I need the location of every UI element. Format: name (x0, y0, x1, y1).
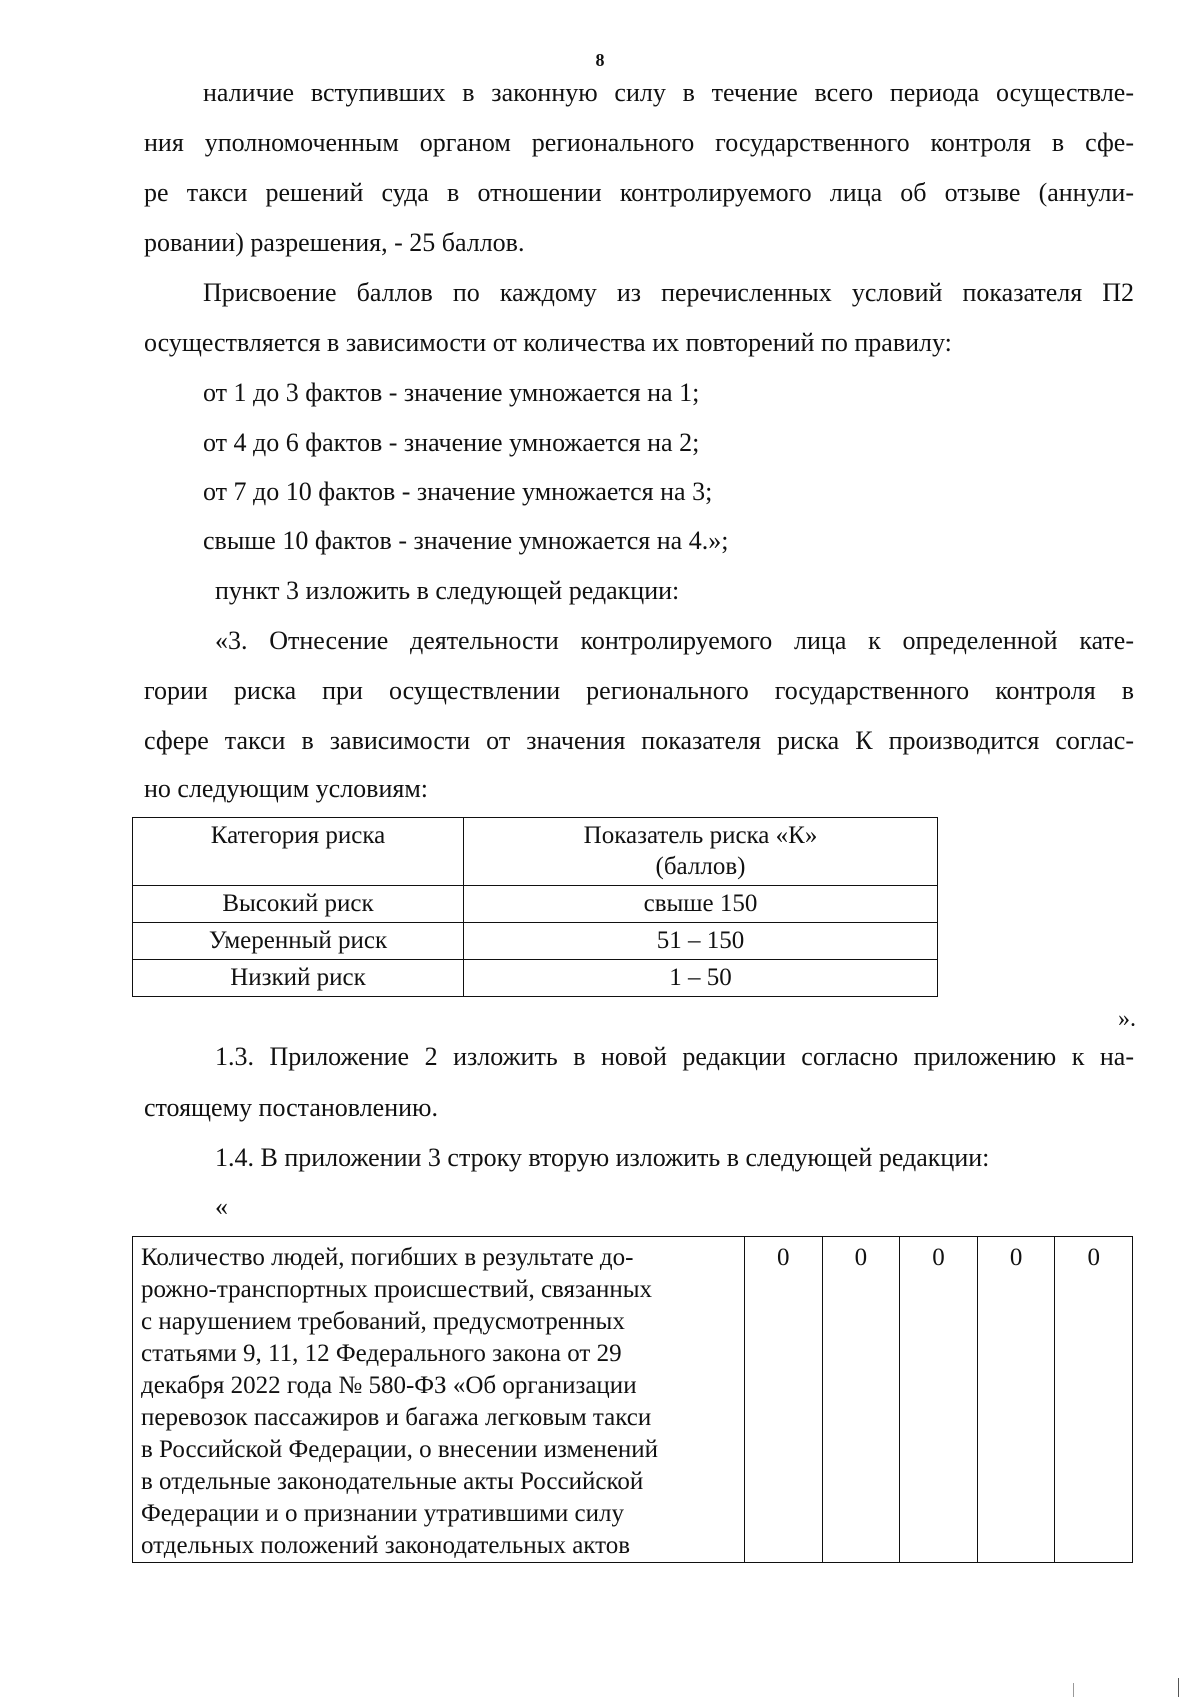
description-line: Федерации и о признании утратившими силу (141, 1500, 625, 1527)
header-category: Категория риска (133, 818, 464, 886)
description-line: декабря 2022 года № 580-ФЗ «Об организации (141, 1372, 637, 1399)
paragraph-line: пункт 3 изложить в следующей редакции: (215, 576, 680, 605)
description-line: в Российской Федерации, о внесении изменений (141, 1436, 659, 1463)
paragraph-line: «3. Отнесение деятельности контролируемого лица к определенной кате- (215, 626, 1134, 655)
description-line: отдельных положений законодательных актов (141, 1532, 631, 1559)
scan-artifact (1178, 1678, 1179, 1697)
table-row (133, 1237, 1133, 1563)
indicator-description (133, 1237, 745, 1563)
paragraph-line: 1.4. В приложении 3 строку вторую изложить в следующей редакции: (215, 1143, 990, 1172)
risk-category-table (132, 817, 938, 997)
risk-range: 1 – 50 (464, 960, 938, 997)
paragraph-line: стоящему постановлению. (144, 1093, 438, 1122)
paragraph-line: Присвоение баллов по каждому из перечисленных условий показателя П2 (203, 278, 1134, 307)
page-number: 8 (595, 50, 605, 70)
risk-range: свыше 150 (464, 886, 938, 923)
paragraph-line: ре такси решений суда в отношении контролируемого лица об отзыве (аннули- (144, 178, 1134, 207)
header-indicator (464, 818, 938, 886)
paragraph-line: сфере такси в зависимости от значения показателя риска К производится соглас- (144, 726, 1134, 755)
description-line: Количество людей, погибших в результате до- (141, 1244, 634, 1271)
rule-line: от 4 до 6 фактов - значение умножается на 2; (203, 428, 700, 457)
paragraph-line: наличие вступивших в законную силу в течение всего периода осуществле- (203, 78, 1134, 107)
paragraph-line: 1.3. Приложение 2 изложить в новой редакции согласно приложению к на- (215, 1042, 1134, 1071)
risk-category: Умеренный риск (133, 923, 464, 960)
paragraph-line: гории риска при осуществлении регионального государственного контроля в (144, 676, 1134, 705)
description-line: рожно-транспортных происшествий, связанных (141, 1276, 653, 1303)
risk-category: Низкий риск (133, 960, 464, 997)
indicator-value: 0 (822, 1237, 900, 1563)
description-line: статьями 9, 11, 12 Федерального закона от 29 (141, 1340, 622, 1367)
table-row (133, 886, 938, 923)
table-row (133, 960, 938, 997)
description-line: перевозок пассажиров и багажа легковым такси (141, 1404, 652, 1431)
table-row (133, 923, 938, 960)
rule-line: от 1 до 3 фактов - значение умножается на 1; (203, 378, 700, 407)
paragraph-line: ровании) разрешения, - 25 баллов. (144, 228, 525, 257)
indicator-value: 0 (745, 1237, 823, 1563)
opening-quote: « (215, 1192, 228, 1221)
scan-artifact (1073, 1683, 1074, 1697)
rule-line: свыше 10 фактов - значение умножается на 4.»; (203, 526, 729, 555)
table-header-row (133, 818, 938, 886)
indicator-value: 0 (900, 1237, 978, 1563)
description-line: в отдельные законодательные акты Российской (141, 1468, 644, 1495)
header-indicator-line1: Показатель риска «К» (583, 822, 818, 849)
indicator-table (132, 1236, 1133, 1563)
paragraph-line: ния уполномоченным органом регионального государственного контроля в сфе- (144, 128, 1134, 157)
paragraph-line: осуществляется в зависимости от количества их повторений по правилу: (144, 328, 952, 357)
indicator-value: 0 (977, 1237, 1055, 1563)
risk-category: Высокий риск (133, 886, 464, 923)
indicator-value: 0 (1055, 1237, 1133, 1563)
paragraph-line: но следующим условиям: (144, 774, 429, 803)
rule-line: от 7 до 10 фактов - значение умножается на 3; (203, 477, 713, 506)
description-line: с нарушением требований, предусмотренных (141, 1308, 625, 1335)
closing-quote: ». (1118, 1006, 1136, 1032)
header-indicator-line2: (баллов) (655, 853, 746, 880)
risk-range: 51 – 150 (464, 923, 938, 960)
